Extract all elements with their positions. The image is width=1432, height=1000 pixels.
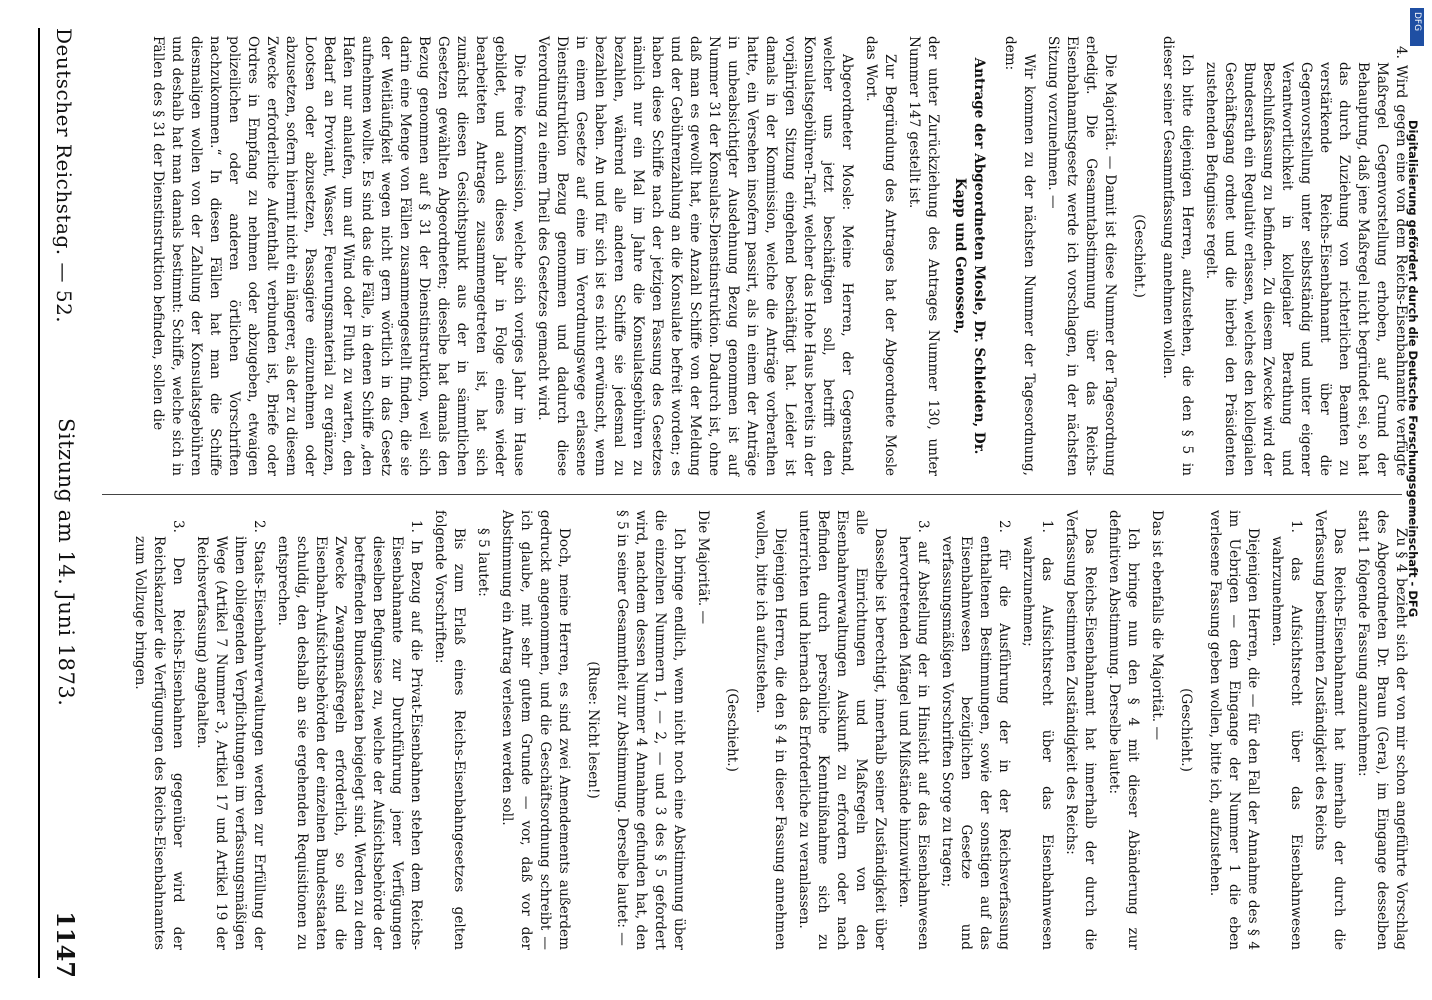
paragraph: Doch, meine Herren, es sind zwei Amendements außerdem gedruckt angenommen, und die Geschäftsordnung schreibt — ich glaube, mit sehr gutem Grunde — vor, daß vor der Abstimmung ein Antrag verlesen werden soll. [499, 510, 572, 950]
paragraph: Diejenigen Herren, die — für den Fall der Annahme des § 4 im Uebrigen — dem Eingange der Nummer 1 die eben verlesene Fassung geben wollen, bitte ich, aufzustehen. [1207, 510, 1261, 950]
paragraph: Ich bringe nun den § 4 mit dieser Abänderung zur definitiven Abstimmung. Derselbe lautet: [1106, 510, 1141, 950]
paragraph: 4. Wird gegen eine von dem Reichs-Eisenbahnamte verfügte Maßregel Gegenvorstellung erhoben, auf Grund der Behauptung, daß jene Maßregel nicht begründet sei, so hat das durch Zuziehung von richterlichen Beamten zu verstärkende Reichs-Eisenbahnamt über die Gegenvorstellung unter selbstständig und unter eigener Verantwortlichkeit in kollegialer Berathung und Beschlußfassung zu befinden. Zu diesem Zwecke wird der Bundesrath ein Regulativ erlassen, welches den kollegialen Geschäftsgang ordnet und die hierbei den Präsidenten zustehenden Befugnisse regelt. [1203, 46, 1409, 476]
paragraph: 3. auf Abstellung der in Hinsicht auf das Eisenbahnwesen hervortretenden Mängel und Mißstände hinzuwirken. [896, 520, 931, 950]
text-column-right [90, 36, 1410, 476]
credit-text: Digitalisierung gefördert durch die Deutsche Forschungsgemeinschaft - DFG [1406, 120, 1420, 618]
paragraph: (Ruse: Nicht lesen!) [585, 661, 601, 799]
header-session-date: Sitzung am 14. Juni 1873. [54, 418, 78, 707]
dfg-logo-text: DFG [1412, 12, 1422, 32]
paragraph: Die Majorität. — Damit ist diese Nummer der Tagesordnung erledigt. Die Gesammtabstimmung über das Reichs-Eisenbahnamtsgesetz werde ich vorschlagen, in der nächsten Sitzung vorzunehmen. — [1045, 36, 1118, 476]
dfg-logo [1410, 8, 1424, 46]
paragraph: § 5 lautet: [475, 528, 491, 597]
text-column-left [90, 510, 1410, 950]
paragraph: (Geschieht.) [1131, 214, 1147, 298]
paragraph: 2. für die Ausführung der in der Reichsverfassung enthaltenen Bestimmungen, sowie der sonstigen auf das Eisenbahnwesen bezüglichen Gesetze und verfassungsmäßigen Vorschriften Sorge zu tragen; [939, 520, 1012, 950]
paragraph: Ich bringe endlich, wenn nicht noch eine Abstimmung über die einzelnen Nummern 1, — 2, — und 3 des § 5 gefordert wird, nachdem dessen Nummer 4 Annahme gefunden hat, den § 5 in seiner Gesammtheit zur Abstimmung. Derselbe lautet: — [614, 510, 687, 950]
paragraph: Das Reichs-Eisenbahnamt hat innerhalb der durch die Verfassung bestimmten Zuständigkeit des Reichs [1312, 510, 1347, 950]
paragraph: Wir kommen zu der nächsten Nummer der Tagesordnung, dem: [1002, 36, 1037, 476]
paragraph: 3. Den Reichs-Eisenbahnen gegenüber wird der Reichskanzler die Verfügungen des Reichs-Eisenbahnamtes zum Vollzuge bringen. [132, 520, 186, 950]
paragraph: der unter Zurückziehung des Antrages Nummer 130, unter Nummer 147 gestellt ist. [906, 36, 941, 476]
paragraph: Diejenigen Herren, die den § 4 in dieser Fassung annehmen wollen, bitte ich aufzustehen. [753, 510, 788, 950]
paragraph: Das Reichs-Eisenbahnamt hat innerhalb der durch die Verfassung bestimmten Zuständigkeit des Reichs: [1063, 510, 1098, 950]
header-publication: Deutscher Reichstag. — 52. [52, 28, 76, 324]
paragraph: 1. das Aufsichtsrecht über das Eisenbahnwesen wahrzunehmen; [1020, 520, 1055, 950]
section-heading: Antrage der Abgeordneten Mosle, Dr. Schleiden, Dr. Kapp und Genossen, [952, 57, 987, 455]
paragraph: Dasselbe ist berechtigt, innerhalb seiner Zuständigkeit über alle Einrichtungen und Maßregeln von den Eisenbahnverwaltungen Auskunft zu erfordern oder nach Befinden durch persönliche Kenntnißnahme sich zu unterrichten und hiernach das Erforderliche zu veranlassen. [796, 510, 888, 950]
paragraph: 1. das Aufsichtsrecht über das Eisenbahnwesen wahrzunehmen. [1269, 520, 1304, 950]
paragraph: Zur Begründung des Antrages hat der Abgeordnete Mosle das Wort. [863, 36, 898, 476]
paragraph: Ich bitte diejenigen Herren, aufzustehen, die den § 5 in dieser seiner Gesammtfassung annehmen wollen. [1160, 36, 1195, 476]
page-header [42, 28, 82, 978]
paragraph: Die Majorität. — [695, 510, 711, 625]
paragraph: Abgeordneter Mosle: Meine Herren, der Gegenstand, welcher uns jetzt beschäftigen soll, betrifft den Konsulatsgebühren-Tarif, welcher das Hohe Haus bereits in der vorjährigen Sitzung eingehend beschäftigt hat. Leider ist damals in der Kommission, welche die Anträge vorberathen hatte, ein Versehen insofern passirt, als in einem der Anträge in unbeabsichtigter Ausdehnung Bezug genommen ist auf Nummer 31 der Konsulats-Dienstinstruktion. Dadurch ist, ohne daß man es gewollt hat, eine Anzahl Schiffe von der Meldung und der Gebührenzahlung an die Konsulate befreit worden; es haben diese Schiffe nach der jetzigen Fassung des Gesetzes nämlich nur ein Mal im Jahre die Konsulatsgebühren zu bezahlen, während alle anderen Schiffe sie jedesmal zu bezahlen haben. An und für sich ist es nicht erwünscht, wenn in einem Gesetze auf eine im Verordnungswege erlassene Dienstinstruktion Bezug genommen und dadurch diese Verordnung zu einem Theil des Gesetzes gemacht wird. [535, 36, 855, 476]
page-number: 1147 [51, 911, 80, 978]
paragraph: 1. In Bezug auf die Privat-Eisenbahnen stehen dem Reichs-Eisenbahnamte zur Durchführung jener Verfügungen dieselben Befugnisse zu, welche der Aufsichtsbehörde der betreffenden Bundesstaaten beigelegt sind. Werden zu dem Zwecke Zwangsmaßregeln erforderlich, so sind die Eisenbahn-Aufsichtsbehörden der einzelnen Bundesstaaten schuldig, den deshalb an sie ergehenden Requisitionen zu entsprechen. [275, 520, 424, 950]
paragraph: Bis zum Erlaß eines Reichs-Eisenbahngesetzes gelten folgende Vorschriften: [432, 510, 467, 950]
header-rule [38, 28, 40, 978]
paragraph: 2. Staats-Eisenbahnverwaltungen werden zur Erfüllung der ihnen obliegenden Verpflichtungen im verfassungsmäßigen Wege (Artikel 7 Nummer 3, Artikel 17 und Artikel 19 der Reichsverfassung) angehalten. [194, 520, 267, 950]
column-divider [102, 494, 1402, 495]
paragraph: Zu § 4 bezieht sich der von mir schon angeführte Vorschlag des Abgeordneten Dr. Braun (Gera), im Eingange desselben statt 1 folgende Fassung anzunehmen: [1355, 510, 1409, 950]
paragraph: (Geschieht.) [1178, 688, 1194, 772]
digitization-credit [1404, 120, 1428, 980]
paragraph: (Geschieht.) [724, 688, 740, 772]
paragraph: Das ist ebenfalls die Majorität. — [1149, 510, 1165, 741]
paragraph: Die freie Kommission, welche sich voriges Jahr im Hause gebildet, und auch dieses Jahr in Folge eines wieder bearbeiteten Antrages zusammengetreten ist, hat sich zunächst diesen Gesichtspunkt aus der in sämmtlichen Gesetzen gewählten Abgeordneten; dieselbe hat damals den Bezug genommen auf § 31 der Dienstinstruktion, weil sich darin eine Menge von Fällen zusammengestellt finden, die sie der Weitläufigkeit wegen nicht gern wörtlich in das Gesetz aufnehmen wollte. Es sind das die Fälle, in denen Schiffe „den Hafen nur anlaufen, um auf Wind oder Fluth zu warten, den Bedarf an Proviant, Wasser, Feuerungsmaterial zu ergänzen, Lootsen oder abzusetzen, Passagiere einzunehmen oder abzusetzen, sofern hiermit nicht ein längerer, als der zu diesem Zwecke erforderliche Aufenthalt verbunden ist, Briefe oder Ordres in Empfang zu nehmen oder abzugeben, etwaigen polizeilichen oder anderen örtlichen Vorschriften nachzukommen.“ In diesen Fällen hat man die Schiffe diesmaligen wollen von der Zahlung der Konsulatsgebühren und deshalb hat man damals bestimmt: Schiffe, welche sich in Fällen des § 31 der Dienstinstruktion befinden, sollen die [150, 36, 527, 476]
